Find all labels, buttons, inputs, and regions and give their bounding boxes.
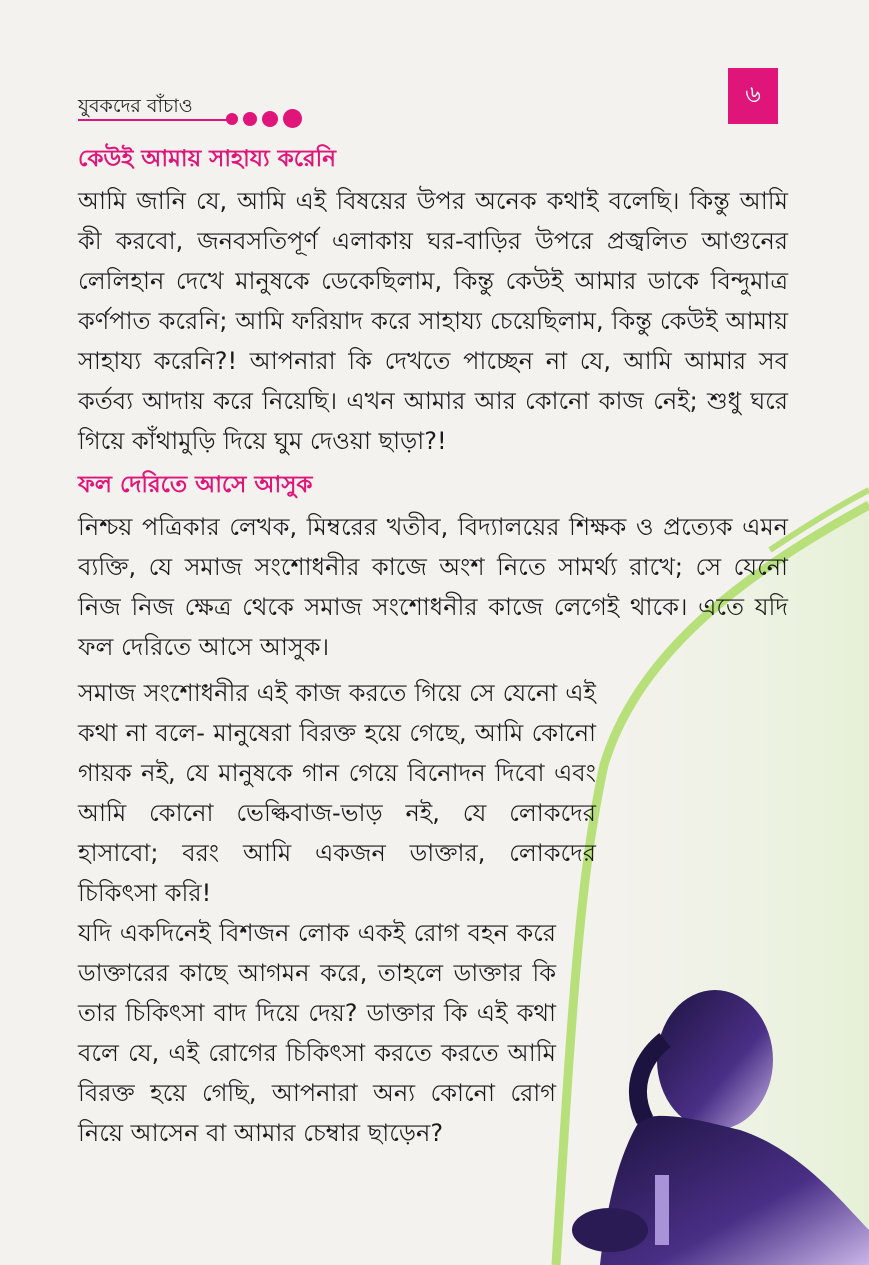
header-dots (226, 109, 302, 128)
dot-2 (243, 112, 257, 126)
dot-1 (226, 113, 238, 125)
section1-paragraph: আমি জানি যে, আমি এই বিষয়ের উপর অনেক কথাই বলেছি। কিন্তু আমি কী করবো, জনবসতিপূর্ণ এলাকায় ঘর-বাড়ির উপরে প্রজ্বলিত আগুনের লেলিহান দেখে মানুষকে ডেকেছিলাম, কিন্তু কেউই আমার ডাকে বিন্দুমাত্র কর্ণপাত করেনি; আমি ফরিয়াদ করে সাহায্য চেয়েছিলাম, কিন্তু কেউই আমায় সাহায্য করেনি?! আপনারা কি দেখতে পাচ্ছেন না যে, আমি আমার সব কর্তব্য আদায় করে নিয়েছি। এখন আমার আর কোনো কাজ নেই; শুধু ঘরে গিয়ে কাঁথামুড়ি দিয়ে ঘুম দেওয়া ছাড়া?! (78, 187, 788, 455)
dot-4 (283, 109, 302, 128)
section2-paragraph2: সমাজ সংশোধনীর এই কাজ করতে গিয়ে সে যেনো এই কথা না বলে- মানুষেরা বিরক্ত হয়ে গেছে, আমি কোনো গায়ক নই, যে মানুষকে গান গেয়ে বিনোদন দিবো এবং আমি কোনো ভেল্কিবাজ-ভাড় নই, যে লোকদের হাসাবো; বরং আমি একজন ডাক্তার, লোকদের চিকিৎসা করি! (78, 679, 596, 907)
page-number: ৬ (728, 68, 778, 124)
header-title: যুবকদের বাঁচাও (78, 95, 193, 117)
section2-heading: ফল দেরিতে আসে আসুক (78, 472, 313, 498)
section1-heading: কেউই আমায় সাহায্য করেনি (78, 146, 336, 172)
dot-3 (262, 111, 278, 127)
header-underline (78, 119, 230, 121)
section2-paragraph3: যদি একদিনেই বিশজন লোক একই রোগ বহন করে ডাক্তারের কাছে আগমন করে, তাহলে ডাক্তার কি তার চিকিৎসা বাদ দিয়ে দেয়? ডাক্তার কি এই কথা বলে যে, এই রোগের চিকিৎসা করতে করতে আমি বিরক্ত হয়ে গেছি, আপনারা অন্য কোনো রোগ নিয়ে আসেন বা আমার চেম্বার ছাড়েন? (78, 919, 556, 1147)
section2-paragraph1: নিশ্চয় পত্রিকার লেখক, মিম্বরের খতীব, বিদ্যালয়ের শিক্ষক ও প্রত্যেক এমন ব্যক্তি, যে সমাজ সংশোধনীর কাজে অংশ নিতে সামর্থ্য রাখে; সে যেনো নিজ নিজ ক্ষেত্র থেকে সমাজ সংশোধনীর কাজে লেগেই থাকে। এতে যদি ফল দেরিতে আসে আসুক। (78, 513, 788, 661)
